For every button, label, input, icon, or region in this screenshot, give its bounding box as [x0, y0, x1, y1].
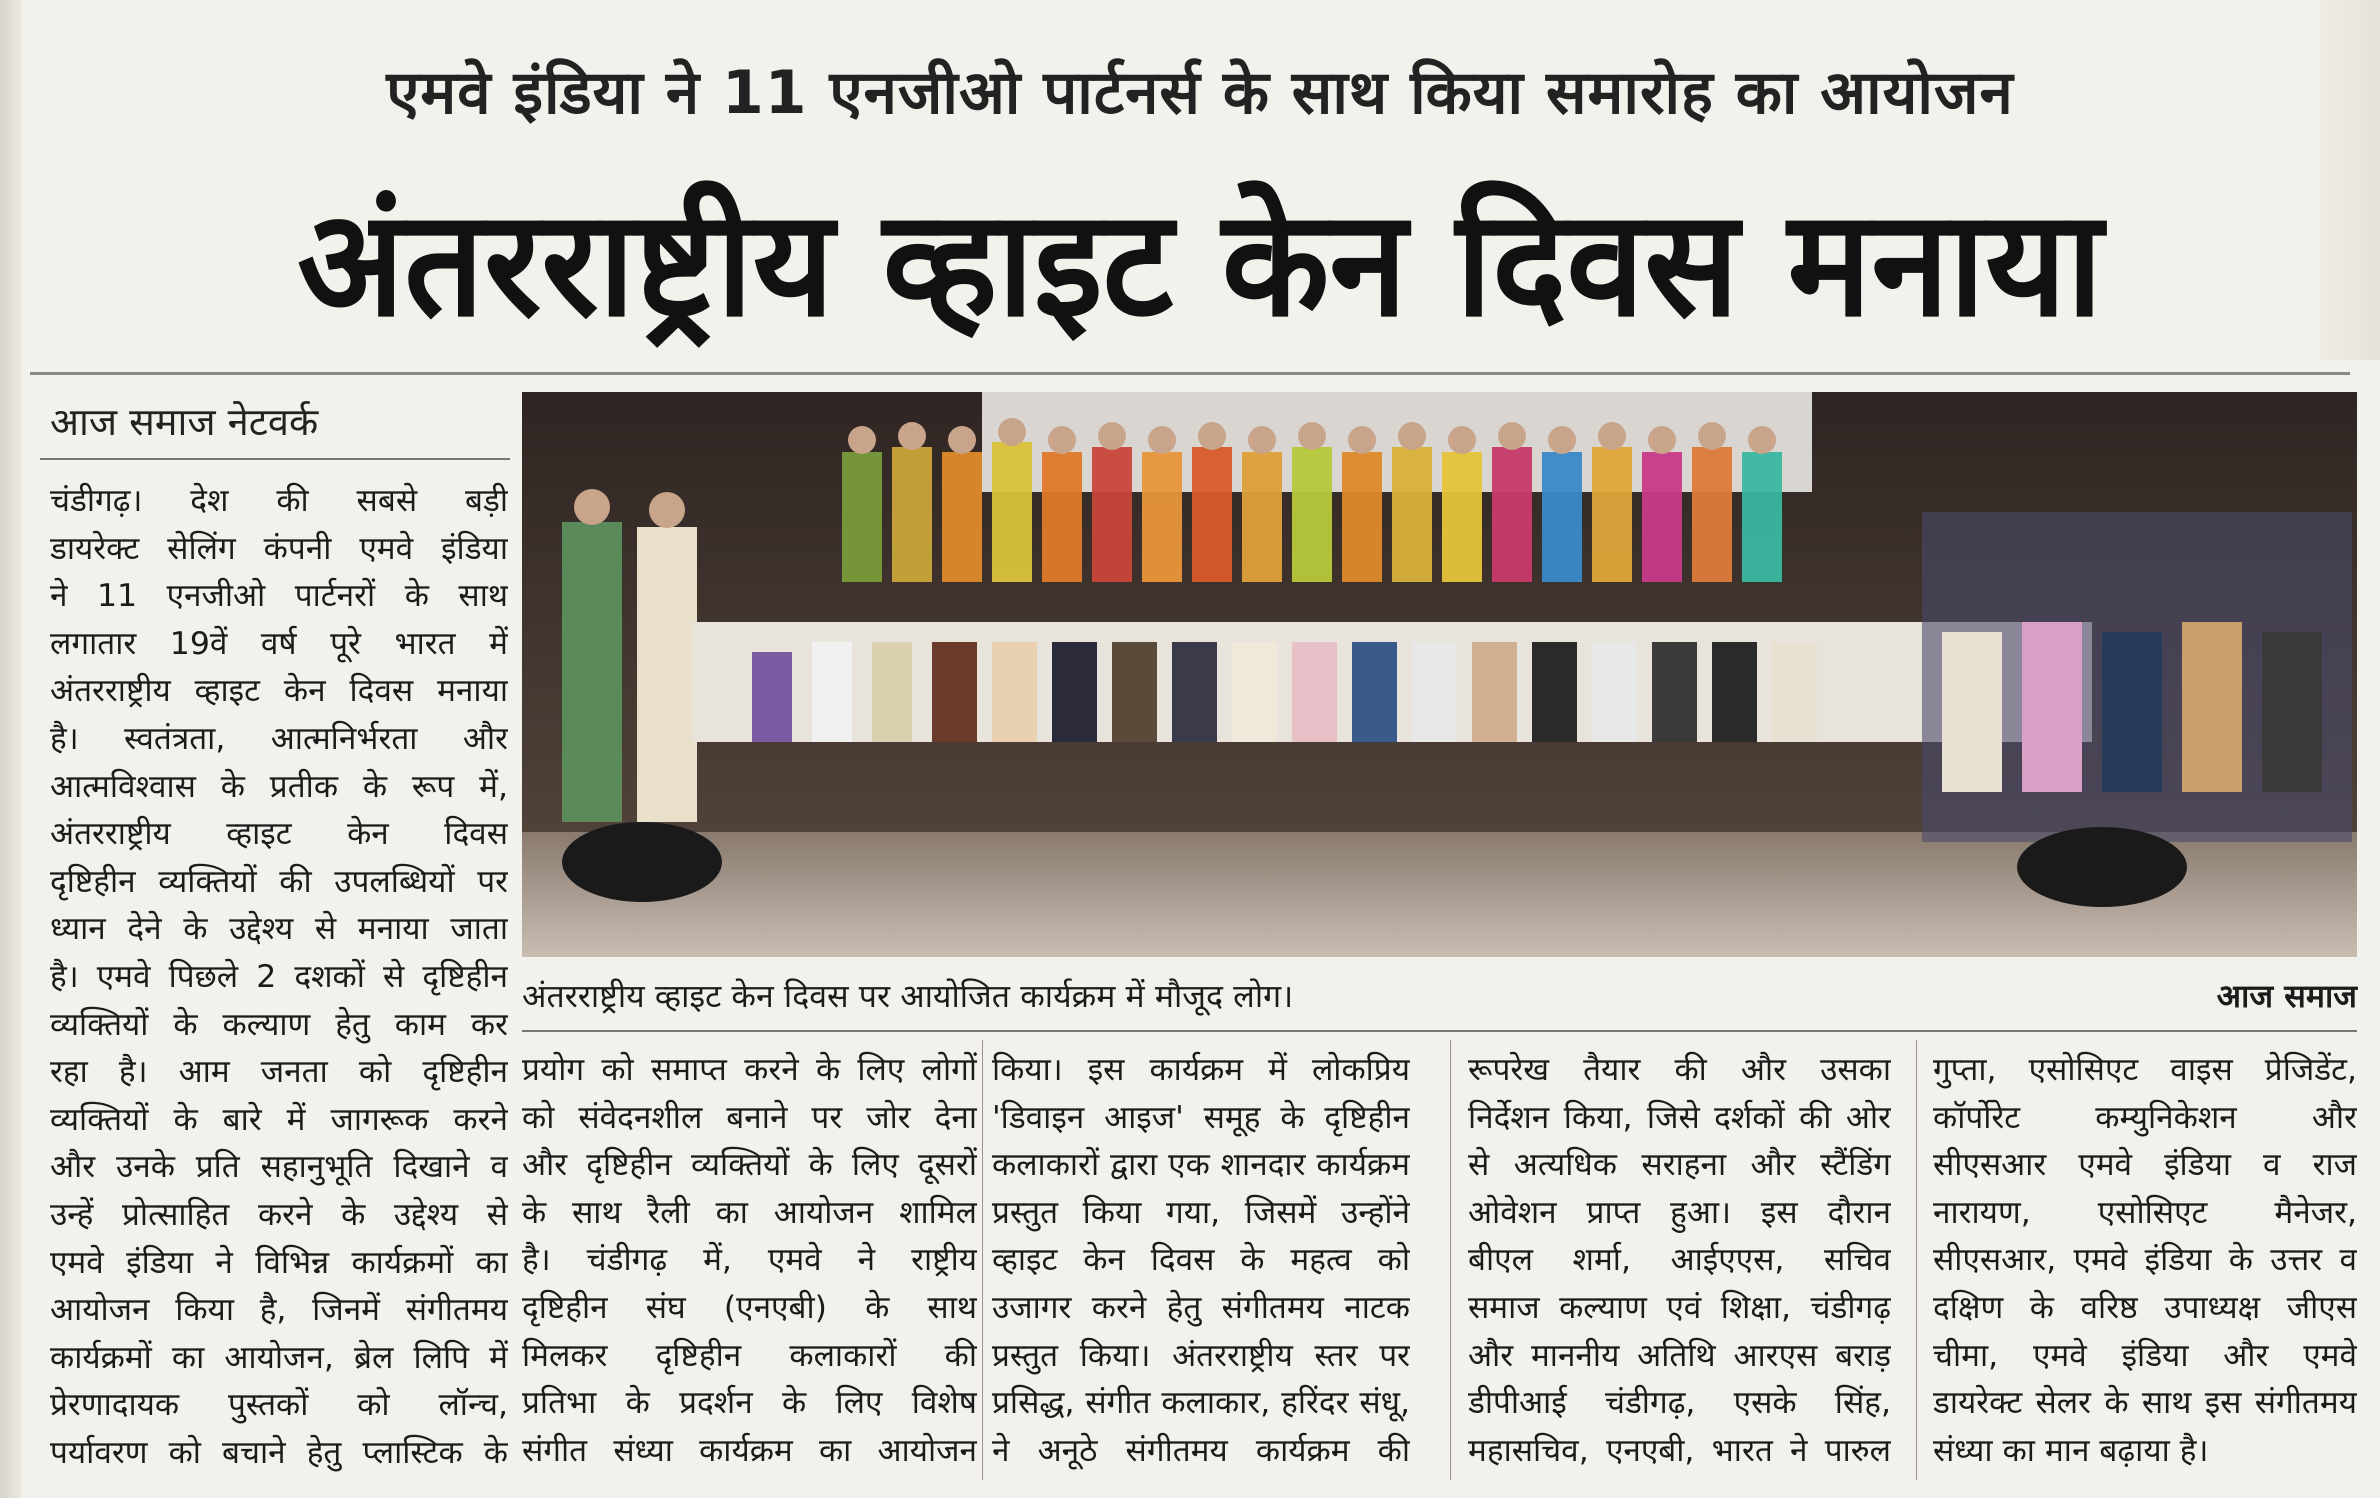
body-line: उन्हें प्रोत्साहित करने के उद्देश्य से: [50, 1196, 508, 1233]
main-headline: अंतरराष्ट्रीय व्हाइट केन दिवस मनाया: [297, 178, 2103, 351]
body-line: व्यक्तियों के बारे में जागरूक करने: [50, 1101, 508, 1138]
body-column-4: [1468, 1047, 1891, 1475]
event-group-photo: [522, 392, 2357, 957]
body-line: गुप्ता, एसोसिएट वाइस प्रेजिडेंट,: [1933, 1052, 2357, 1088]
body-line: निर्देशन किया, जिसे दर्शकों की ओर: [1468, 1099, 1891, 1136]
body-line: से अत्यधिक सराहना और स्टैंडिंग: [1468, 1147, 1891, 1184]
body-line: और उनके प्रति सहानुभूति दिखाने व: [50, 1149, 508, 1186]
body-line: है। एमवे पिछले 2 दशकों से दृष्टिहीन: [50, 958, 508, 995]
byline-rule: [40, 458, 510, 460]
body-line: ओवेशन प्राप्त हुआ। इस दौरान: [1468, 1194, 1891, 1231]
kicker-headline: एमवे इंडिया ने 11 एनजीओ पार्टनर्स के साथ किया समारोह का आयोजन: [386, 58, 2014, 128]
body-line: अंतरराष्ट्रीय व्हाइट केन दिवस मनाया: [50, 673, 508, 710]
body-line: आयोजन किया है, जिनमें संगीतमय: [50, 1292, 508, 1329]
body-line: कार्यक्रमों का आयोजन, ब्रेल लिपि में: [50, 1339, 508, 1376]
body-line: सीएसआर एमवे इंडिया व राज: [1933, 1147, 2357, 1184]
body-line: चीमा, एमवे इंडिया और एमवे: [1933, 1337, 2357, 1374]
photo-credit: आज समाज: [2216, 977, 2357, 1015]
body-line: के साथ रैली का आयोजन शामिल: [522, 1194, 977, 1231]
body-column-3: [992, 1047, 1410, 1475]
body-line: नारायण, एसोसिएट मैनेजर,: [1933, 1194, 2357, 1231]
body-line: पर्यावरण को बचाने हेतु प्लास्टिक के: [50, 1434, 508, 1471]
body-column-2: [522, 1047, 977, 1475]
body-line: प्रयोग को समाप्त करने के लिए लोगों: [522, 1052, 977, 1088]
page-edge: [0, 0, 22, 1498]
body-line: संगीत संध्या कार्यक्रम का आयोजन: [522, 1432, 977, 1469]
caption-rule: [522, 1030, 2357, 1032]
headline-rule: [30, 372, 2350, 375]
body-line: प्रेरणादायक पुस्तकों को लॉन्च,: [50, 1387, 508, 1424]
body-line: है। स्वतंत्रता, आत्मनिर्भरता और: [50, 720, 508, 757]
body-line: और दृष्टिहीन व्यक्तियों के लिए दूसरों: [522, 1147, 977, 1184]
body-line: प्रसिद्ध, संगीत कलाकार, हरिंदर संधू,: [992, 1385, 1410, 1422]
body-line: आत्मविश्वास के प्रतीक के रूप में,: [50, 768, 508, 805]
body-line: चंडीगढ़। देश की सबसे बड़ी: [50, 483, 508, 519]
body-line: व्हाइट केन दिवस के महत्व को: [992, 1242, 1410, 1279]
body-column-5: [1933, 1047, 2357, 1475]
body-line: डायरेक्ट सेलिंग कंपनी एमवे इंडिया: [50, 530, 508, 567]
column-divider: [1450, 1040, 1451, 1480]
byline: आज समाज नेटवर्क: [50, 400, 319, 444]
body-line: ने 11 एनजीओ पार्टनरों के साथ: [50, 578, 508, 615]
body-line: प्रस्तुत किया। अंतरराष्ट्रीय स्तर पर: [992, 1337, 1410, 1374]
body-line: दृष्टिहीन व्यक्तियों की उपलब्धियों पर: [50, 863, 508, 900]
body-line: लगातार 19वें वर्ष पूरे भारत में: [50, 625, 508, 662]
body-line: है। चंडीगढ़ में, एमवे ने राष्ट्रीय: [522, 1242, 977, 1279]
body-line: मिलकर दृष्टिहीन कलाकारों की: [522, 1337, 977, 1374]
body-line: प्रतिभा के प्रदर्शन के लिए विशेष: [522, 1385, 977, 1422]
body-line: प्रस्तुत किया गया, जिसमें उन्होंने: [992, 1194, 1410, 1231]
body-line: ने अनूठे संगीतमय कार्यक्रम की: [992, 1432, 1410, 1469]
body-line: अंतरराष्ट्रीय व्हाइट केन दिवस: [50, 816, 508, 853]
body-line: कलाकारों द्वारा एक शानदार कार्यक्रम: [992, 1147, 1410, 1184]
body-line: दृष्टिहीन संघ (एनएबी) के साथ: [522, 1289, 977, 1326]
body-column-1: [50, 478, 508, 1477]
body-line: दक्षिण के वरिष्ठ उपाध्यक्ष जीएस: [1933, 1289, 2357, 1326]
body-line: संध्या का मान बढ़ाया है।: [1933, 1432, 2209, 1469]
body-line: 'डिवाइन आइज' समूह के दृष्टिहीन: [992, 1099, 1410, 1136]
body-line: सीएसआर, एमवे इंडिया के उत्तर व: [1933, 1242, 2357, 1279]
photo-caption: अंतरराष्ट्रीय व्हाइट केन दिवस पर आयोजित कार्यक्रम में मौजूद लोग।: [522, 977, 1294, 1015]
body-line: डीपीआई चंडीगढ़, एसके सिंह,: [1468, 1385, 1891, 1422]
column-divider: [982, 1040, 983, 1480]
body-line: बीएल शर्मा, आईएएस, सचिव: [1468, 1242, 1891, 1279]
body-line: एमवे इंडिया ने विभिन्न कार्यक्रमों का: [50, 1244, 508, 1281]
body-line: समाज कल्याण एवं शिक्षा, चंडीगढ़: [1468, 1289, 1891, 1326]
body-line: ध्यान देने के उद्देश्य से मनाया जाता: [50, 911, 508, 948]
body-line: किया। इस कार्यक्रम में लोकप्रिय: [992, 1052, 1410, 1088]
body-line: डायरेक्ट सेलर के साथ इस संगीतमय: [1933, 1385, 2357, 1422]
column-divider: [1916, 1040, 1917, 1480]
body-line: व्यक्तियों के कल्याण हेतु काम कर: [50, 1006, 508, 1043]
body-line: कॉर्पोरेट कम्युनिकेशन और: [1933, 1099, 2357, 1136]
body-line: रहा है। आम जनता को दृष्टिहीन: [50, 1054, 508, 1091]
body-line: महासचिव, एनएबी, भारत ने पारुल: [1468, 1432, 1891, 1469]
body-line: को संवेदनशील बनाने पर जोर देना: [522, 1099, 977, 1136]
body-line: उजागर करने हेतु संगीतमय नाटक: [992, 1289, 1410, 1326]
body-line: रूपरेख तैयार की और उसका: [1468, 1052, 1891, 1088]
body-line: और माननीय अतिथि आरएस बराड़: [1468, 1337, 1891, 1374]
